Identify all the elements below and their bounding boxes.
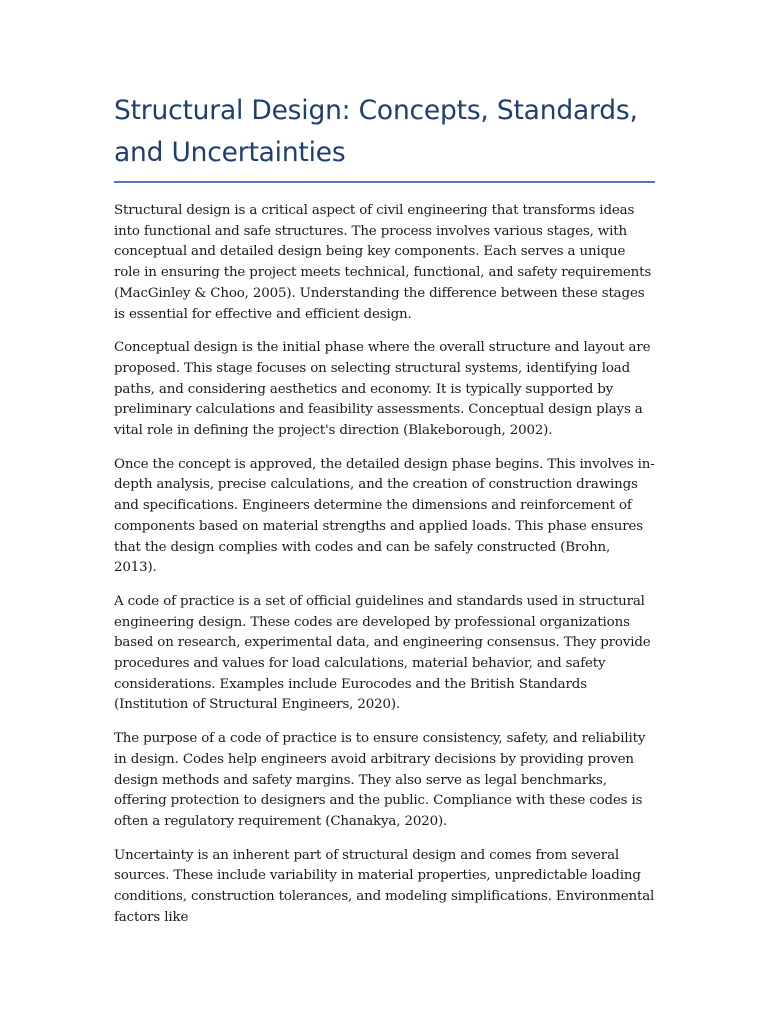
paragraph-uncertainty: Uncertainty is an inherent part of structural design and comes from several sources. These include variability in material properties, unpredictable loading conditions, construction tolerances, and modeling simplifications. Environmental factors like bbox=[114, 847, 655, 925]
title-underline-rule bbox=[114, 181, 655, 183]
paragraph-code-purpose: The purpose of a code of practice is to ensure consistency, safety, and reliability in design. Codes help engineers avoid arbitrary decisions by providing proven design methods and safety margins. They also serve as legal benchmarks, offering protection to designers and the public. Compliance with these codes is often a regulatory requirement (Chanakya, 2020). bbox=[114, 731, 646, 829]
document-title: Structural Design: Concepts, Standards, and Uncertainties bbox=[114, 95, 638, 168]
paragraph-intro: Structural design is a critical aspect of civil engineering that transforms ideas into functional and safe structures. The process involves various stages, with conceptual and detailed design being key components. Each serves a unique role in ensuring the project meets technical, functional, and safety requirements (MacGinley & Choo, 2005). Understanding the difference between these stages is essential for effective and efficient design. bbox=[114, 203, 652, 322]
document-page bbox=[114, 90, 655, 942]
paragraph-code-of-practice: A code of practice is a set of official guidelines and standards used in structural engineering design. These codes are developed by professional organizations based on research, experimental data, and engineering consensus. They provide procedures and values for load calculations, material behavior, and safety considerations. Examples include Eurocodes and the British Standards (Institution of Structural Engineers, 2020). bbox=[114, 593, 651, 713]
paragraph-detailed-design: Once the concept is approved, the detailed design phase begins. This involves in-depth analysis, precise calculations, and the creation of construction drawings and specifications. Engineers determine the dimensions and reinforcement of components based on material strengths and applied loads. This phase ensures that the design complies with codes and can be safely constructed (Brohn, 2013). bbox=[114, 456, 655, 576]
paragraph-conceptual-design: Conceptual design is the initial phase where the overall structure and layout are proposed. This stage focuses on selecting structural systems, identifying load paths, and considering aesthetics and economy. It is typically supported by preliminary calculations and feasibility assessments. Conceptual design plays a vital role in defining the project's direction (Blakeborough, 2002). bbox=[114, 340, 651, 439]
